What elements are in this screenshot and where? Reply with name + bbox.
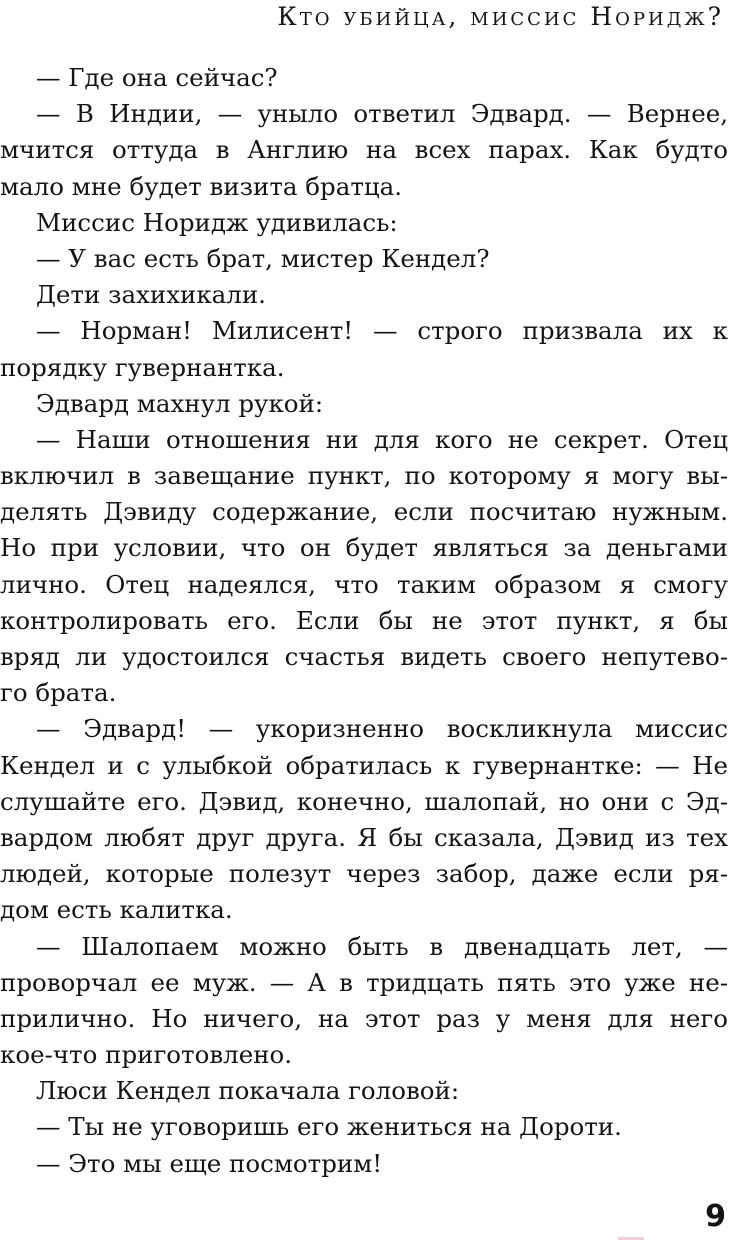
text-line: людей, которые полезут через забор, даже если ря- bbox=[0, 859, 728, 889]
text-line: порядку гувернантка. bbox=[0, 352, 285, 382]
text-line: вряд ли удостоился счастья видеть своего непутево- bbox=[0, 642, 728, 671]
text-line: Эдвард махнул рукой: bbox=[36, 388, 324, 418]
text-line: включил в завещание пункт, по которому я могу вы- bbox=[0, 461, 728, 491]
text-line: — Норман! Милисент! — строго призвала их к bbox=[36, 316, 728, 346]
body-text bbox=[0, 60, 728, 1182]
text-line: кое-что приготовлено. bbox=[0, 1040, 293, 1070]
text-line: — Где она сейчас? bbox=[36, 63, 278, 92]
text-line: — Наши отношения ни для кого не секрет. Отец bbox=[36, 424, 728, 454]
running-title: Кто убийца, миссис Норидж? bbox=[277, 2, 724, 31]
page-number: 9 bbox=[705, 1199, 726, 1234]
text-line: мчится оттуда в Англию на всех парах. Как будто bbox=[0, 135, 728, 165]
text-line: проворчал ее муж. — А в тридцать пять это уже не- bbox=[0, 967, 728, 997]
text-line: мало мне будет визита братца. bbox=[0, 171, 403, 201]
text-line: Люси Кендел покачала головой: bbox=[36, 1076, 460, 1106]
text-line: вардом любят друг друга. Я бы сказала, Дэвид из тех bbox=[0, 822, 728, 852]
text-line: — В Индии, — уныло ответил Эдвард. — Вернее, bbox=[36, 99, 728, 129]
text-line: — Это мы еще посмотрим! bbox=[36, 1148, 383, 1178]
text-line: контролировать его. Если бы не этот пункт, я бы bbox=[0, 605, 728, 635]
text-line: делять Дэвиду содержание, если посчитаю нужным. bbox=[0, 497, 728, 527]
text-line: Дети захихикали. bbox=[36, 280, 266, 310]
text-line: — У вас есть брат, мистер Кендел? bbox=[36, 243, 490, 273]
text-line: слушайте его. Дэвид, конечно, шалопай, но они с Эд- bbox=[0, 786, 728, 816]
text-line: прилично. Но ничего, на этот раз у меня для него bbox=[0, 1003, 728, 1033]
text-line: го брата. bbox=[0, 678, 117, 708]
text-line: дом есть калитка. bbox=[0, 895, 233, 925]
text-line: — Шалопаем можно быть в двенадцать лет, — bbox=[36, 931, 728, 961]
text-line: — Эдвард! — укоризненно воскликнула миссис bbox=[36, 714, 728, 744]
text-line: Миссис Норидж удивилась: bbox=[36, 207, 398, 237]
text-line: Но при условии, что он будет являться за деньгами bbox=[0, 533, 728, 563]
text-line: — Ты не уговоришь его жениться на Дороти. bbox=[36, 1112, 622, 1142]
text-line: лично. Отец надеялся, что таким образом я смогу bbox=[0, 569, 728, 599]
text-line: Кендел и с улыбкой обратилась к гувернантке: — Не bbox=[0, 750, 728, 780]
